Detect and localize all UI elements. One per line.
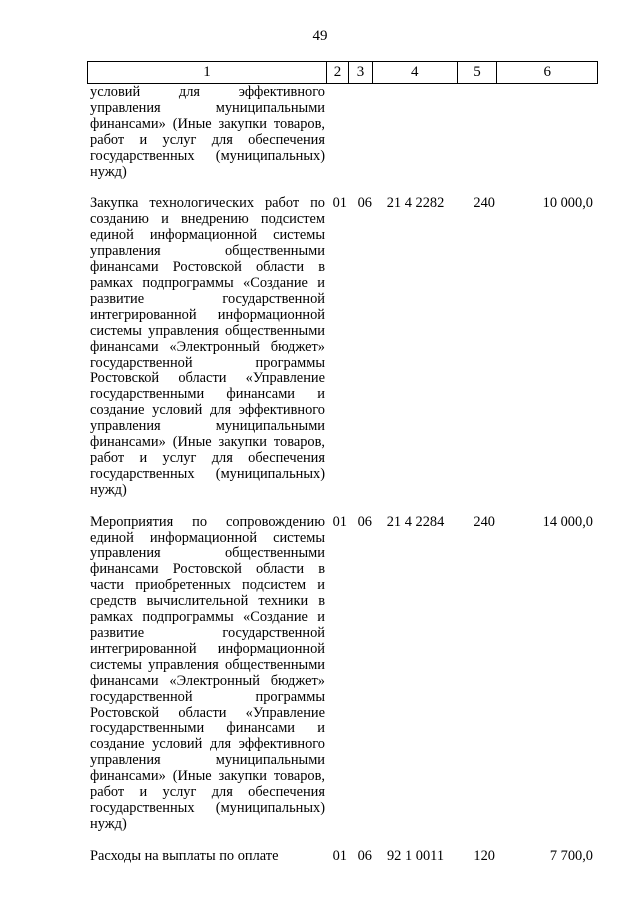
row-section xyxy=(327,85,349,180)
page-number: 49 xyxy=(312,28,328,44)
header-col-4: 4 xyxy=(373,62,458,83)
row-subsection: 06 xyxy=(357,513,372,530)
table-header xyxy=(87,61,598,84)
row-subsection: 06 xyxy=(357,847,372,864)
header-col-6: 6 xyxy=(543,64,551,80)
row-expense-type: 120 xyxy=(473,847,495,864)
header-col-5: 5 xyxy=(458,62,498,83)
row-section: 01 xyxy=(332,513,347,530)
header-col-1: 1 xyxy=(88,62,327,83)
row-amount: 10 000,0 xyxy=(542,195,593,212)
header-col-2: 2 xyxy=(327,62,349,83)
row-amount xyxy=(498,85,598,180)
row-description: Закупка технологических работ по созданию и внедрению подсистем единой информационной системы управления общественными финансами Ростовской области в рамках подпрограммы «Создание и развитие государственной интегрированной информационной системы управления общественными финансами «Электронный бюджет» государственной программы Ростовской области «Управление государственными финансами и создание условий для эффективного управления муниципальными финансами» (Иные закупки товаров, работ и услуг для обеспечения государственных (муниципальных) нужд) xyxy=(90,195,325,498)
table-body xyxy=(87,85,598,865)
row-subsection xyxy=(349,85,373,180)
header-col-3: 3 xyxy=(349,62,373,83)
row-section: 01 xyxy=(332,195,347,212)
row-target-article: 92 1 0011 xyxy=(386,847,445,864)
row-expense-type: 240 xyxy=(473,513,495,530)
table-row xyxy=(87,849,598,865)
row-target-article: 21 4 2282 xyxy=(386,195,445,212)
row-expense-type: 240 xyxy=(473,195,495,212)
row-amount: 14 000,0 xyxy=(542,513,593,530)
row-description: Мероприятия по сопровождению единой информационной системы управления общественными финансами Ростовской области в части приобретенных подсистем и средств вычислительной техники в рамках подпрограммы «Создание и развитие государственной интегрированной информационной системы управления общественными финансами «Электронный бюджет» государственной программы Ростовской области «Управление государственными финансами и создание условий для эффективного управления муниципальными финансами» (Иные закупки товаров, работ и услуг для обеспечения государственных (муниципальных) нужд) xyxy=(90,513,325,832)
row-expense-type xyxy=(458,85,498,180)
row-description: условий для эффективного управления муниципальными финансами» (Иные закупки товаров, работ и услуг для обеспечения государственных (муниципальных) нужд) xyxy=(90,84,325,180)
row-target-article: 21 4 2284 xyxy=(386,513,445,530)
table-row xyxy=(87,515,598,833)
row-amount: 7 700,0 xyxy=(549,847,593,864)
row-target-article xyxy=(373,85,458,180)
row-section: 01 xyxy=(332,847,347,864)
row-subsection: 06 xyxy=(357,195,372,212)
table-row xyxy=(87,196,598,498)
table-row xyxy=(87,85,598,180)
row-description: Расходы на выплаты по оплате xyxy=(90,847,279,864)
